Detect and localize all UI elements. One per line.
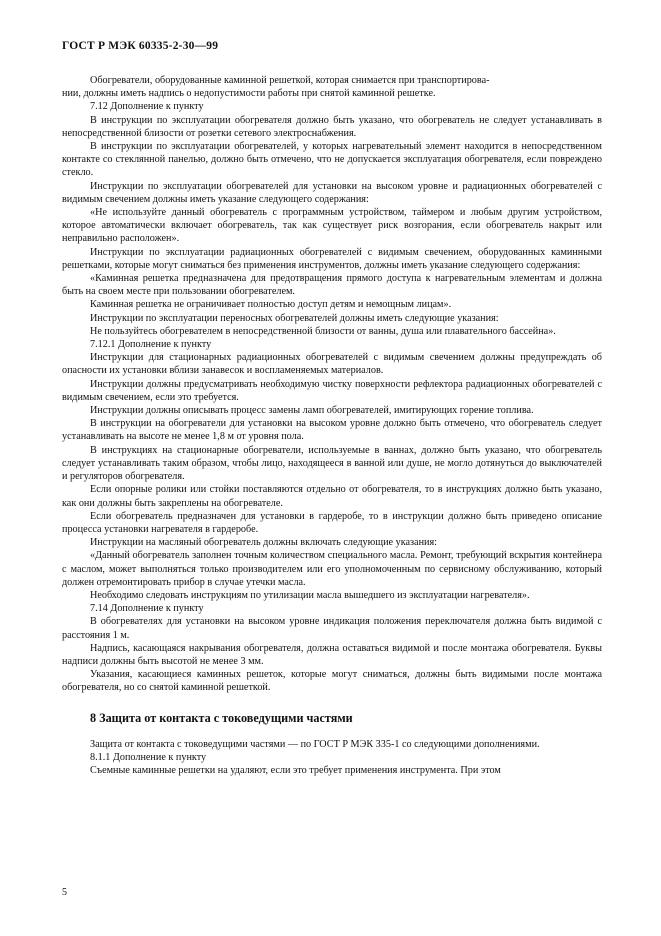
- paragraph: Съемные каминные решетки на удаляют, если это требует применения инструмента. При этом: [90, 764, 501, 776]
- document-header: ГОСТ Р МЭК 60335-2-30—99: [62, 40, 219, 52]
- paragraph: 8.1.1 Дополнение к пункту: [90, 751, 207, 763]
- paragraph: 7.12 Дополнение к пункту: [90, 101, 204, 113]
- paragraph: Инструкции по эксплуатации переносных обогревателей должны иметь следующие указания:: [90, 312, 499, 324]
- paragraph: Инструкции должны описывать процесс замены ламп обогревателей, имитирующих горение топлива.: [90, 405, 534, 417]
- section-text: [62, 738, 602, 778]
- paragraph: В инструкции по эксплуатации обогревателей, у которых нагревательный элемент находится в непосредственном контакте со стеклянной панелью, должно быть отмечено, что не допускается эксплуатация обогревателя, если повреждено стекло.: [62, 141, 602, 179]
- page-number: 5: [62, 887, 67, 898]
- paragraph: Инструкции по эксплуатации обогревателей для установки на высоком уровне и радиационных обогревателей с видимым свечением должны иметь указание следующего содержания:: [62, 180, 602, 205]
- paragraph: В инструкциях на стационарные обогреватели, используемые в ваннах, должно быть указано, что обогреватель следует устанавливать таким образом, чтобы лицо, находящееся в ванной или душе, не могло дотянуться до выключателей и регуляторов обогревателя.: [62, 444, 602, 483]
- section-title: 8 Защита от контакта с токоведущими частями: [90, 710, 353, 725]
- paragraph: Инструкции по эксплуатации радиационных обогревателей с видимым свечением, оборудованных каминными решетками, которые могут сниматься без применения инструментов, должны иметь указание следующего содержания:: [62, 246, 602, 271]
- paragraph: Если обогреватель предназначен для установки в гардеробе, то в инструкции должно быть приведено описание процесса установки нагревателя в гардеробе.: [62, 510, 602, 535]
- paragraph: Если опорные ролики или стойки поставляются отдельно от обогревателя, то в инструкциях должно быть указано, как они должны быть закреплены на обогревателе.: [62, 484, 602, 509]
- paragraph: Инструкции для стационарных радиационных обогревателей с видимым свечением должны предупреждать об опасности их установки вблизи занавесок и воспламеняемых материалов.: [62, 352, 602, 377]
- body-text: [62, 74, 602, 695]
- paragraph: В инструкции на обогреватели для установки на высоком уровне должно быть отмечено, что обогреватель следует устанавливать на высоте не менее 1,8 м от уровня пола.: [62, 418, 602, 443]
- paragraph: «Не используйте данный обогреватель с программным устройством, таймером и любым другим устройством, которое автоматически включает обогреватель, так как существует риск возгорания, если обогреватель накрыт или неправильно расположен».: [62, 207, 602, 245]
- paragraph: Надпись, касающаяся накрывания обогревателя, должна оставаться видимой и после монтажа обогревателя. Буквы надписи должны быть высотой не менее 3 мм.: [62, 642, 602, 667]
- paragraph: В обогревателях для установки на высоком уровне индикация положения переключателя должна быть видимой с расстояния 1 м.: [62, 616, 602, 641]
- paragraph: «Данный обогреватель заполнен точным количеством специального масла. Ремонт, требующий вскрытия контейнера с маслом, может выполняться только производителем или его уполномоченным по сервисному обслуживанию, который должен отремонтировать прибор в случае утечки масла.: [62, 550, 602, 588]
- paragraph: «Каминная решетка предназначена для предотвращения прямого доступа к нагревательным элементам и должна быть на своем месте при пользовании обогревателем.: [62, 273, 602, 298]
- paragraph: 7.12.1 Дополнение к пункту: [90, 339, 212, 351]
- paragraph: Обогреватели, оборудованные каминной решеткой, которая снимается при транспортирова-: [90, 75, 490, 86]
- paragraph: нии, должны иметь надпись о недопустимости работы при снятой каминной решетке.: [62, 88, 436, 100]
- paragraph: Инструкции должны предусматривать необходимую чистку поверхности рефлектора радиационных обогревателей с видимым свечением, если это требуется.: [62, 378, 602, 403]
- paragraph: Указания, касающиеся каминных решеток, которые могут сниматься, должны быть видимыми после монтажа обогревателя, но со снятой каминной решеткой.: [62, 669, 602, 694]
- paragraph: Инструкции на масляный обогреватель должны включать следующие указания:: [90, 537, 437, 549]
- paragraph: В инструкции по эксплуатации обогревателя должно быть указано, что обогреватель не следует устанавливать в непосредственной близости от розетки сетевого электроснабжения.: [62, 114, 602, 139]
- paragraph: Не пользуйтесь обогревателем в непосредственной близости от ванны, душа или плавательного бассейна».: [90, 325, 556, 337]
- paragraph: Защита от контакта с токоведущими частями — по ГОСТ Р МЭК 335-1 со следующими дополнениями.: [90, 738, 540, 750]
- paragraph: Каминная решетка не ограничивает полностью доступ детям и немощным лицам».: [90, 299, 452, 311]
- document-page: [62, 40, 602, 777]
- paragraph: 7.14 Дополнение к пункту: [90, 603, 204, 615]
- paragraph: Необходимо следовать инструкциям по утилизации масла вышедшего из эксплуатации нагревателя».: [90, 589, 530, 601]
